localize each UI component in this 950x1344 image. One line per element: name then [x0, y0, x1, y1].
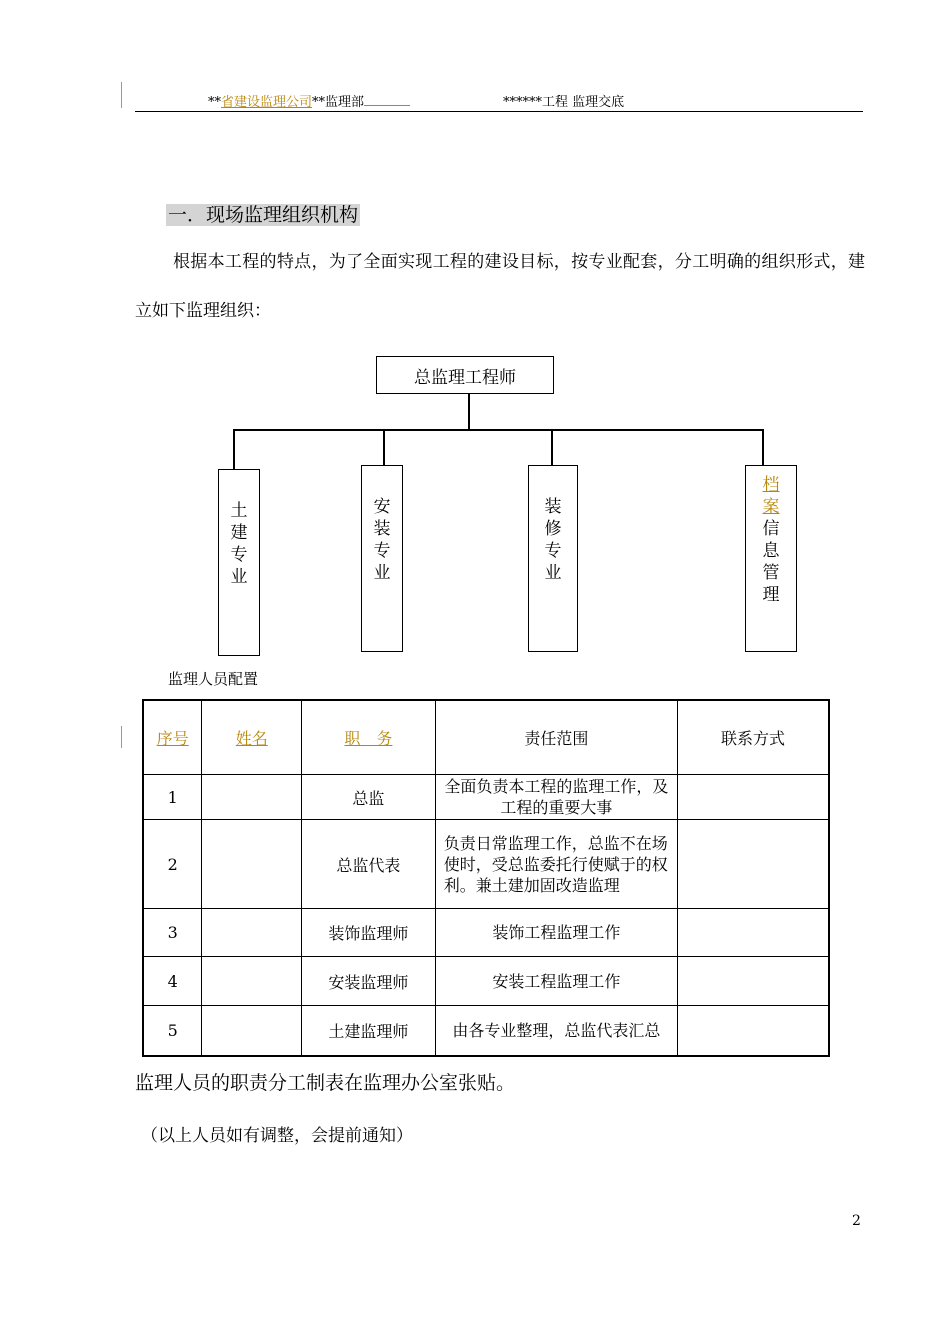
org-char-link[interactable]: 案 — [762, 497, 780, 517]
intro-paragraph: 根据本工程的特点，为了全面实现工程的建设目标，按专业配套，分工明确的组织形式，建立如下监理组织： — [135, 252, 865, 321]
org-char: 业 — [544, 563, 562, 583]
cell-duty: 安装工程监理工作 — [435, 957, 677, 1006]
cell-no: 1 — [143, 775, 202, 820]
header-left — [208, 91, 410, 110]
cell-contact — [677, 957, 829, 1006]
org-char: 息 — [762, 541, 780, 561]
org-stem-line — [468, 394, 470, 430]
header-duty: 责任范围 — [435, 700, 677, 775]
header-dept: **监理部 — [312, 95, 365, 110]
cell-role: 安装监理师 — [302, 957, 436, 1006]
header-project: ******工程 监理交底 — [503, 95, 625, 110]
org-char: 信 — [762, 519, 780, 539]
org-drop-line — [233, 429, 235, 469]
section-title — [166, 200, 360, 227]
table-row — [143, 820, 829, 909]
org-char: 装 — [373, 519, 391, 539]
org-char: 理 — [762, 585, 780, 605]
org-char: 业 — [230, 567, 248, 587]
cell-duty: 负责日常监理工作，总监不在场使时，受总监委托行使赋于的权利。兼土建加固改造监理 — [435, 820, 677, 909]
table-row — [143, 957, 829, 1006]
table-row — [143, 1006, 829, 1056]
org-box-civil — [218, 469, 260, 656]
staff-caption: 监理人员配置 — [168, 670, 259, 688]
org-char: 修 — [544, 519, 562, 539]
blank-underline — [364, 93, 410, 106]
org-drop-line — [762, 429, 764, 465]
page-number: 2 — [852, 1213, 861, 1229]
org-char: 装 — [544, 497, 562, 517]
adjustment-note: （以上人员如有调整，会提前通知） — [141, 1126, 413, 1146]
header-prefix: ** — [208, 95, 221, 110]
org-char: 安 — [373, 497, 391, 517]
table-row — [143, 775, 829, 820]
org-char: 专 — [373, 541, 391, 561]
cell-name — [202, 1006, 302, 1056]
cell-role: 总监 — [302, 775, 436, 820]
org-char: 业 — [373, 563, 391, 583]
org-char: 专 — [544, 541, 562, 561]
table-header-row — [143, 700, 829, 775]
margin-mark — [121, 82, 122, 108]
org-box-archives — [745, 465, 797, 652]
cell-no: 4 — [143, 957, 202, 1006]
cell-no: 2 — [143, 820, 202, 909]
header-no[interactable]: 序号 — [143, 700, 202, 775]
cell-name — [202, 775, 302, 820]
cell-role: 总监代表 — [302, 820, 436, 909]
cell-contact — [677, 820, 829, 909]
cell-no: 5 — [143, 1006, 202, 1056]
cell-contact — [677, 775, 829, 820]
cell-role: 土建监理师 — [302, 1006, 436, 1056]
header-role[interactable]: 职 务 — [302, 700, 436, 775]
cell-role: 装饰监理师 — [302, 909, 436, 957]
org-char-link[interactable]: 档 — [762, 475, 780, 495]
org-box-decoration — [528, 465, 578, 652]
header-name[interactable]: 姓名 — [202, 700, 302, 775]
cell-duty: 由各专业整理，总监代表汇总 — [435, 1006, 677, 1056]
header-contact: 联系方式 — [677, 700, 829, 775]
staff-table — [142, 699, 830, 1057]
cell-contact — [677, 1006, 829, 1056]
org-char: 建 — [230, 523, 248, 543]
cell-name — [202, 957, 302, 1006]
cell-no: 3 — [143, 909, 202, 957]
org-char: 土 — [230, 501, 248, 521]
org-drop-line — [383, 429, 385, 465]
org-char: 专 — [230, 545, 248, 565]
org-char: 管 — [762, 563, 780, 583]
cell-duty: 全面负责本工程的监理工作，及工程的重要大事 — [435, 775, 677, 820]
cell-duty: 装饰工程监理工作 — [435, 909, 677, 957]
org-box-install — [361, 465, 403, 652]
duty-posting-note: 监理人员的职责分工制表在监理办公室张贴。 — [135, 1072, 516, 1094]
section-title-text: 一．现场监理组织机构 — [168, 204, 359, 226]
cell-name — [202, 909, 302, 957]
table-row — [143, 909, 829, 957]
org-drop-line — [551, 429, 553, 465]
org-branch-line — [233, 429, 764, 431]
org-top-box: 总监理工程师 — [376, 356, 554, 394]
header-rule — [135, 111, 863, 112]
company-link[interactable]: 省建设监理公司 — [221, 95, 313, 110]
cell-name — [202, 820, 302, 909]
margin-mark — [121, 726, 122, 748]
cell-contact — [677, 909, 829, 957]
